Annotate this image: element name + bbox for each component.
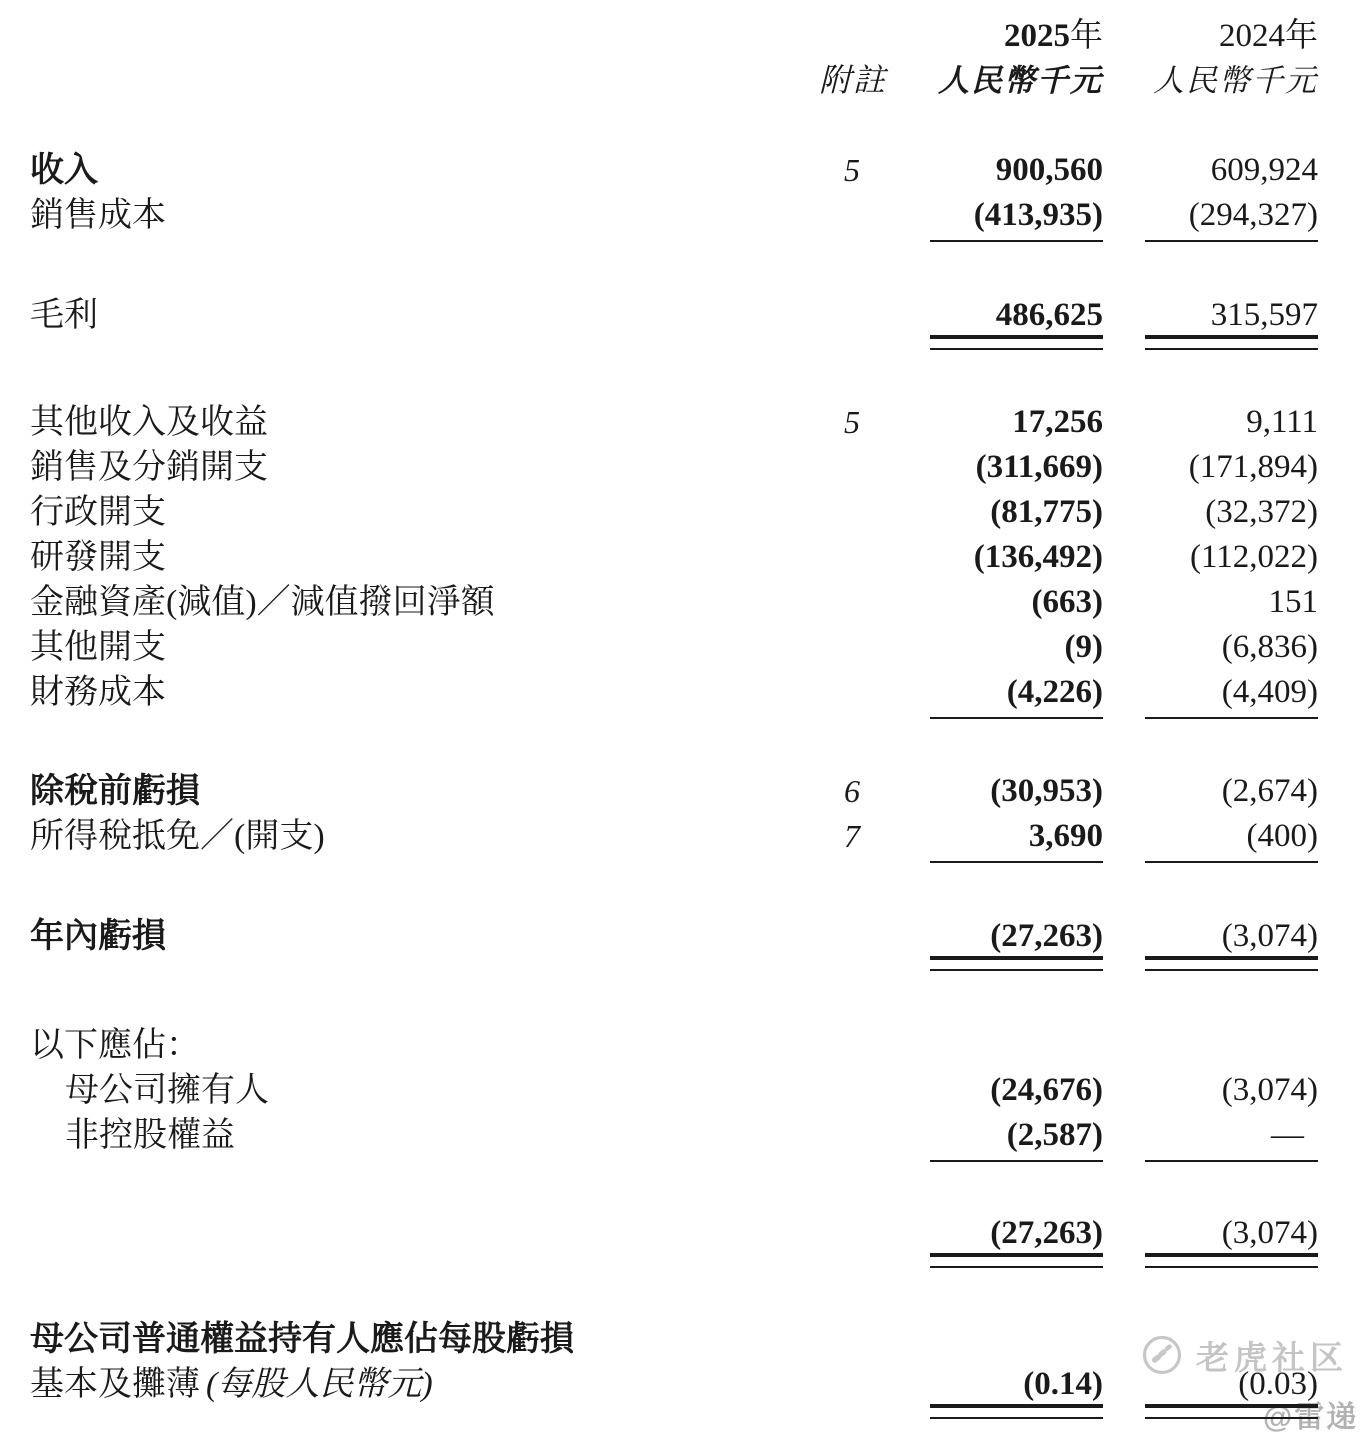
value-2024: (3,074) xyxy=(1145,914,1318,959)
section-heading: 母公司普通權益持有人應佔每股虧損 xyxy=(30,1321,574,1358)
value-2024: (0.03) xyxy=(1145,1362,1318,1407)
value-2024: (6,836) xyxy=(1221,629,1318,665)
note-ref: 7 xyxy=(844,818,862,854)
table-row-attributable-total xyxy=(30,1211,1318,1256)
value-2024: (3,074) xyxy=(1145,1211,1318,1256)
value-2025: (27,263) xyxy=(930,914,1103,959)
value-2024: (171,894) xyxy=(1188,449,1318,485)
row-label: 研發開支 xyxy=(30,539,166,576)
row-label: 金融資產(減值)／減值撥回淨額 xyxy=(30,584,495,621)
table-row-non-controlling xyxy=(30,1113,1318,1158)
table-row-selling-distribution xyxy=(30,445,1318,490)
row-label-note: (每股人民幣元) xyxy=(206,1366,433,1403)
value-2024: — xyxy=(1145,1113,1318,1158)
value-2025: (311,669) xyxy=(975,449,1103,485)
value-2025: (81,775) xyxy=(990,494,1103,530)
row-label: 基本及攤薄 (每股人民幣元) xyxy=(30,1366,433,1403)
table-row-cost-of-sales xyxy=(30,193,1318,238)
column-header-2024: 2024年 xyxy=(1219,18,1318,54)
table-row-impairment xyxy=(30,580,1318,625)
watermark-handle-text: @雷递 xyxy=(1263,1401,1359,1434)
table-header-unit-row xyxy=(30,58,1318,104)
value-2024: 9,111 xyxy=(1246,404,1318,440)
value-2025: (413,935) xyxy=(930,193,1103,238)
value-2024: 315,597 xyxy=(1145,293,1318,338)
value-2025: (9) xyxy=(1064,629,1103,665)
value-2024: (3,074) xyxy=(1221,1072,1318,1108)
value-2025: 900,560 xyxy=(995,152,1103,188)
column-header-2025: 2025年 xyxy=(1004,18,1103,54)
value-2024: 151 xyxy=(1268,584,1318,620)
value-2025: 17,256 xyxy=(1012,404,1103,440)
row-label: 母公司擁有人 xyxy=(65,1072,269,1109)
note-ref: 5 xyxy=(844,152,862,188)
value-2024: (4,409) xyxy=(1145,670,1318,715)
table-row-gross-profit xyxy=(30,293,1318,338)
table-header-year-row xyxy=(30,14,1318,58)
row-label: 財務成本 xyxy=(30,674,166,711)
note-ref: 6 xyxy=(844,773,862,809)
value-2025: 486,625 xyxy=(930,293,1103,338)
row-label: 所得稅抵免／(開支) xyxy=(30,818,325,855)
watermark-brand-text: 老虎社区 xyxy=(1196,1338,1348,1376)
value-2025: (136,492) xyxy=(973,539,1103,575)
value-2025: (27,263) xyxy=(930,1211,1103,1256)
table-row-loss-before-tax xyxy=(30,769,1318,814)
value-2024: (294,327) xyxy=(1145,193,1318,238)
section-heading: 以下應佔： xyxy=(30,1027,200,1064)
value-2025: (0.14) xyxy=(930,1362,1103,1407)
table-row-attributable-heading xyxy=(30,1023,1318,1068)
table-row-revenue xyxy=(30,148,1318,193)
row-label: 行政開支 xyxy=(30,494,166,531)
row-label: 非控股權益 xyxy=(65,1117,235,1154)
row-label: 毛利 xyxy=(30,297,98,334)
row-label: 除稅前虧損 xyxy=(30,773,200,810)
value-2025: (4,226) xyxy=(930,670,1103,715)
table-row-rd-expenses xyxy=(30,535,1318,580)
note-ref: 5 xyxy=(844,404,862,440)
row-label: 年內虧損 xyxy=(30,918,166,955)
value-2025: 3,690 xyxy=(930,814,1103,859)
table-row-finance-costs xyxy=(30,670,1318,715)
row-label: 銷售成本 xyxy=(30,197,166,234)
unit-label-2024: 人民幣千元 xyxy=(1153,63,1318,98)
row-label: 銷售及分銷開支 xyxy=(30,449,268,486)
value-2024: (32,372) xyxy=(1205,494,1318,530)
value-2024: (112,022) xyxy=(1189,539,1318,575)
value-2024: 609,924 xyxy=(1210,152,1318,188)
unit-label-2025: 人民幣千元 xyxy=(938,63,1103,98)
value-2024: (2,674) xyxy=(1221,773,1318,809)
value-2025: (2,587) xyxy=(930,1113,1103,1158)
row-label: 其他收入及收益 xyxy=(30,404,268,441)
value-2025: (30,953) xyxy=(990,773,1103,809)
table-row-eps-basic-diluted xyxy=(30,1362,1318,1407)
value-2024: (400) xyxy=(1145,814,1318,859)
table-row-other-expenses xyxy=(30,625,1318,670)
row-label: 其他開支 xyxy=(30,629,166,666)
table-row-eps-heading xyxy=(30,1317,1318,1362)
table-row-loss-for-year xyxy=(30,914,1318,959)
value-2025: (24,676) xyxy=(990,1072,1103,1108)
table-row-income-tax xyxy=(30,814,1318,859)
table-row-other-income xyxy=(30,400,1318,445)
table-row-admin-expenses xyxy=(30,490,1318,535)
row-label: 收入 xyxy=(30,152,98,189)
value-2025: (663) xyxy=(1031,584,1103,620)
table-row-owners-of-parent xyxy=(30,1068,1318,1113)
note-column-header: 附註 xyxy=(818,62,887,98)
